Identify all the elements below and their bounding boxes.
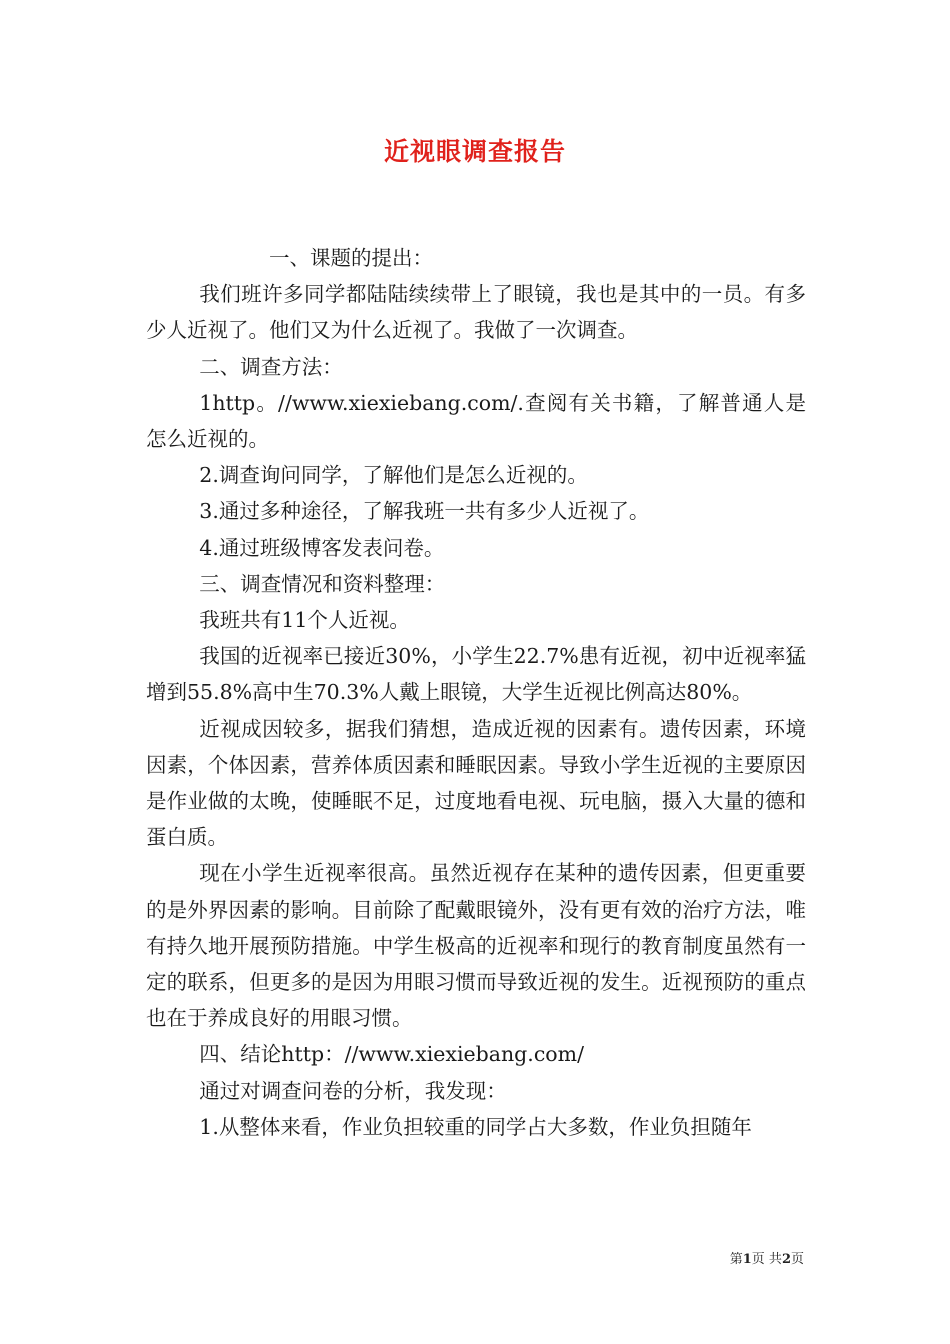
page-footer xyxy=(730,1248,804,1267)
page-total: 2 xyxy=(781,1252,791,1267)
paragraph: 现在小学生近视率很高。虽然近视存在某种的遗传因素，但更重要的是外界因素的影响。目前除了配戴眼镜外，没有更有效的治疗方法，唯有持久地开展预防措施。中学生极高的近视率和现行的教育制度虽然有一定的联系，但更多的是因为用眼习惯而导致近视的发生。近视预防的重点也在于养成良好的用眼习惯。 xyxy=(146,861,806,1031)
document-title: 近视眼调查报告 xyxy=(383,137,566,166)
list-item: 3.通过多种途径，了解我班一共有多少人近视了。 xyxy=(199,499,650,524)
paragraph: 我们班许多同学都陆陆续续带上了眼镜，我也是其中的一员。有多少人近视了。他们又为什么近视了。我做了一次调查。 xyxy=(146,282,806,343)
paragraph: 近视成因较多，据我们猜想，造成近视的因素有。遗传因素，环境因素，个体因素，营养体质因素和睡眠因素。导致小学生近视的主要原因是作业做的太晚，使睡眠不足，过度地看电视、玩电脑，摄入大量的德和蛋白质。 xyxy=(146,716,806,850)
footer-middle: 页 共 xyxy=(751,1252,782,1267)
footer-prefix: 第 xyxy=(729,1252,743,1267)
page-number: 1 xyxy=(742,1252,752,1267)
list-item: 1http。//www.xiexiebang.com/.查阅有关书籍，了解普通人是怎么近视的。 xyxy=(146,390,806,452)
document-body xyxy=(146,240,806,1145)
list-item: 2.调查询问同学，了解他们是怎么近视的。 xyxy=(199,463,588,488)
list-item: 4.通过班级博客发表问卷。 xyxy=(199,535,445,560)
footer-suffix: 页 xyxy=(790,1252,804,1267)
section-heading-4: 四、结论http：//www.xiexiebang.com/ xyxy=(199,1042,584,1067)
paragraph: 我班共有11个人近视。 xyxy=(199,608,410,633)
paragraph: 我国的近视率已接近30%，小学生22.7%患有近视，初中近视率猛增到55.8%高中生70.3%人戴上眼镜，大学生近视比例高达80%。 xyxy=(146,644,806,705)
section-heading-3: 三、调查情况和资料整理： xyxy=(199,571,446,596)
list-item: 1.从整体来看，作业负担较重的同学占大多数，作业负担随年 xyxy=(199,1114,752,1139)
paragraph: 通过对调查问卷的分析，我发现： xyxy=(199,1078,507,1103)
section-heading-1: 一、课题的提出： xyxy=(269,246,433,270)
section-heading-2: 二、调查方法： xyxy=(199,354,343,379)
